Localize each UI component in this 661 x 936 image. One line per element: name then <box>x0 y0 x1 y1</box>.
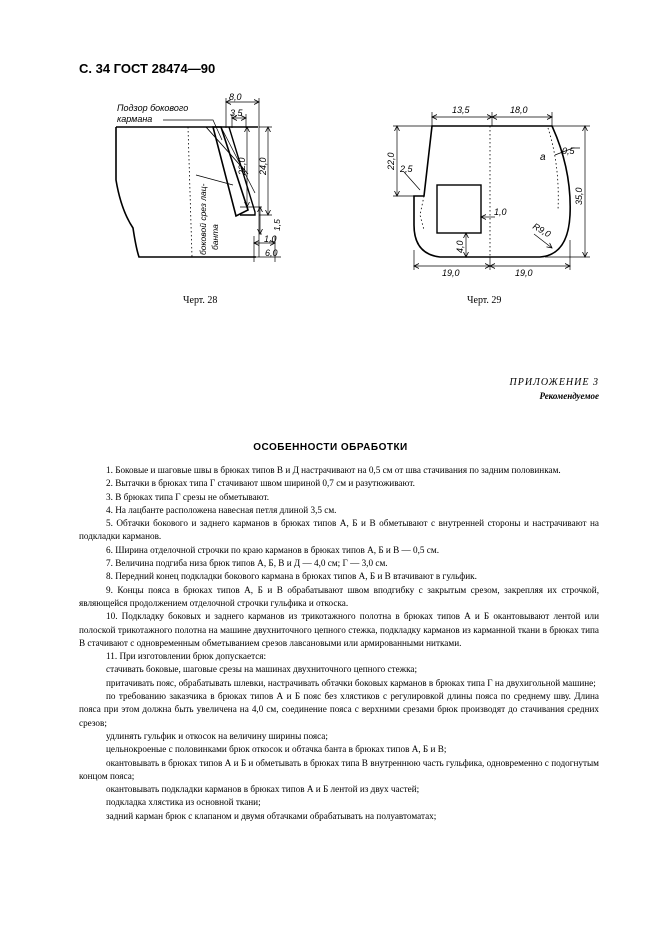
fig29-dim-4-0: 4,0 <box>455 240 465 253</box>
fig28-outline <box>116 127 258 257</box>
fig28-label-podzor-2: кармана <box>117 114 153 124</box>
fig28-dim-1-5: 1,5 <box>272 219 282 231</box>
appendix-subtitle: Рекомендуемое <box>539 391 599 401</box>
fig29-radius: R9,0 <box>531 221 553 240</box>
fig29-dim-19-left: 19,0 <box>442 268 460 278</box>
paragraph: 5. Обтачки бокового и заднего карманов в брюках типов А, Б и В обметывают с внутренней стороны и настрачивают на подкладки карманов. <box>79 518 599 542</box>
technical-drawings <box>0 0 661 330</box>
fig29-dim-13-5: 13,5 <box>452 105 470 115</box>
paragraph: 2. Вытачки в брюках типа Г стачивают швом шириной 0,7 см и разутюживают. <box>106 478 415 489</box>
paragraph: 7. Величина подгиба низа брюк типов А, Б, В и Д — 4,0 см; Г — 3,0 см. <box>106 558 388 569</box>
fig29-dim-1-0: 1,0 <box>494 207 507 217</box>
fig29-dim-0-5: 0,5 <box>562 146 575 156</box>
fig28-dim-6-0: 6,0 <box>265 248 278 258</box>
fig28-label-side-2: банта <box>210 224 220 250</box>
fig28-dim-8: 8,0 <box>229 92 242 102</box>
fig28-dotted-line <box>188 127 192 257</box>
paragraph: задний карман брюк с клапаном и двумя обтачками обрабатывать на полуавтоматах; <box>106 810 437 821</box>
figure-29-drawing <box>393 112 590 270</box>
paragraph: притачивать пояс, обрабатывать шлевки, настрачивать обтачки боковых карманов в брюках типа Г на двухигольной машине; <box>106 677 596 688</box>
fig28-label-side-1: боковой срез лац- <box>198 183 208 255</box>
fig28-dim-24: 24,0 <box>258 157 268 175</box>
fig29-inner-rect <box>437 185 481 233</box>
fig28-label-podzor-1: Подзор бокового <box>117 103 189 113</box>
section-title: ОСОБЕННОСТИ ОБРАБОТКИ <box>253 442 408 453</box>
paragraph: окантовывать в брюках типов А и Б и обметывать в брюках типа В внутреннюю часть гульфика, одновременно с подогнутым концом пояса; <box>79 757 599 781</box>
paragraph: удлинять гульфик и откосок на величину ширины пояса; <box>106 730 328 741</box>
paragraph: 6. Ширина отделочной строчки по краю карманов в брюках типов А, Б и В — 0,5 см. <box>106 544 439 555</box>
fig29-dim-35-0: 35,0 <box>574 187 584 205</box>
paragraph: 9. Концы пояса в брюках типов А, Б и В обрабатывают швом вподгибку с закрытым срезом, закрепляя их строчкой, являющейся продолжением отделочной строчки гульфика и откоска. <box>79 584 599 608</box>
appendix-title: ПРИЛОЖЕНИЕ 3 <box>509 377 599 388</box>
paragraph: подкладка хлястика из основной ткани; <box>106 797 261 808</box>
fig29-dim-19-right: 19,0 <box>515 268 533 278</box>
paragraph: 11. При изготовлении брюк допускается: <box>106 651 267 662</box>
fig29-dim-22-0: 22,0 <box>386 152 396 170</box>
body-text <box>79 464 599 823</box>
fig28-dim-22: 22,0 <box>237 157 247 175</box>
figure-29-caption: Черт. 29 <box>467 295 502 306</box>
paragraph: 10. Подкладку боковых и заднего карманов из трикотажного полотна в брюках типов А и Б окантовывают лентой или полоской трикотажного полотна на машине двухниточного цепного стежка, подкладку карманов из карманной ткани в брюках типа В стачивают с одновременным обметыванием срезов лавсановыми или армированными нитками. <box>79 611 599 648</box>
fig28-dim-1-0: 1,0 <box>264 234 277 244</box>
paragraph: окантовывать подкладки карманов в брюках типов А и Б лентой из двух частей; <box>106 784 420 795</box>
paragraph: 8. Передний конец подкладки бокового кармана в брюках типов А, Б и В втачивают в гульфик. <box>106 571 477 582</box>
paragraph: цельнокроеные с половинками брюк откосок и обтачка банта в брюках типов А, Б и В; <box>106 744 447 755</box>
paragraph: стачивать боковые, шаговые срезы на машинах двухниточного цепного стежка; <box>106 664 418 675</box>
fig29-label-a: a <box>540 152 546 163</box>
page-header: С. 34 ГОСТ 28474—90 <box>79 61 216 76</box>
figure-28-caption: Черт. 28 <box>183 295 218 306</box>
fig28-dim-3-5: 3,5 <box>230 108 243 118</box>
paragraph: 3. В брюках типа Г срезы не обметывают. <box>106 491 270 502</box>
fig29-dim-18-0: 18,0 <box>510 105 528 115</box>
paragraph: 4. На лацбанте расположена навесная петля длиной 3,5 см. <box>106 504 337 515</box>
paragraph: 1. Боковые и шаговые швы в брюках типов В и Д настрачивают на 0,5 см от шва стачивания по задним половинкам. <box>106 465 561 475</box>
paragraph: по требованию заказчика в брюках типов А и Б пояс без хлястиков с регулировкой длины пояса по среднему шву. Длина пояса при этом должна быть увеличена на 4,0 см, соединение пояса с верхними срезами брюк производят до стачивания средних срезов; <box>79 691 599 728</box>
fig29-dim-2-5: 2,5 <box>400 164 413 174</box>
